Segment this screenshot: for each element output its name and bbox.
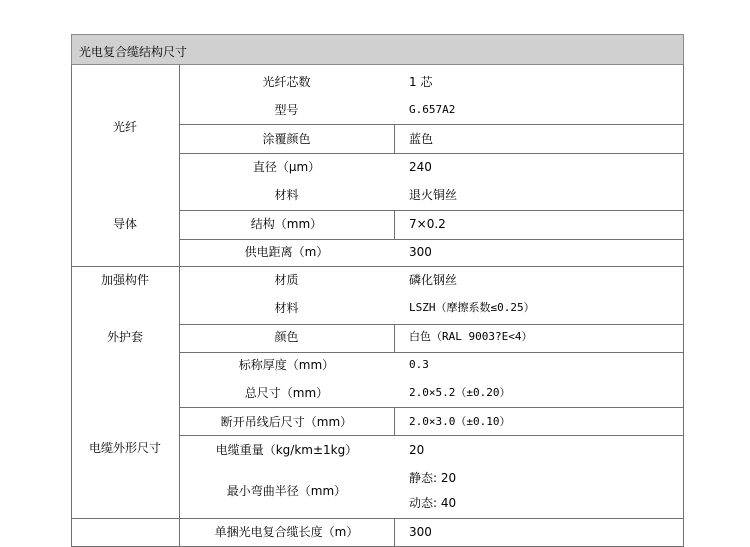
row-divider — [179, 407, 684, 408]
param-value: 2.0×5.2（±0.20） — [409, 386, 511, 399]
row-divider — [179, 210, 684, 211]
param-label: 总尺寸（mm） — [244, 386, 329, 400]
param-value: G.657A2 — [409, 103, 456, 116]
param-value: 1 芯 — [409, 75, 433, 89]
param-value: 白色（RAL 9003?E<4） — [409, 330, 533, 343]
param-value: 退火铜丝 — [409, 188, 458, 202]
param-value-dynamic: 动态: 40 — [409, 496, 457, 510]
row-divider — [179, 435, 684, 436]
param-value-static: 静态: 20 — [409, 471, 457, 485]
column-divider-2-a — [394, 125, 395, 153]
table-title-bar — [71, 34, 684, 65]
param-value: 蓝色 — [409, 132, 434, 146]
table-title: 光电复合缆结构尺寸 — [79, 45, 188, 59]
param-label: 结构（mm） — [250, 217, 323, 231]
param-label: 光纤芯数 — [262, 75, 311, 89]
param-value: 300 — [409, 525, 432, 539]
param-label: 电缆重量（kg/km±1kg） — [215, 443, 358, 457]
row-divider — [179, 352, 684, 353]
column-divider-2-e — [394, 518, 395, 547]
param-value: 7×0.2 — [409, 217, 446, 231]
param-value: 0.3 — [409, 358, 429, 371]
param-value: 磷化钢丝 — [409, 273, 458, 287]
param-label: 标称厚度（mm） — [238, 358, 335, 372]
param-value: 20 — [409, 443, 425, 457]
row-divider — [179, 124, 684, 125]
row-divider — [179, 153, 684, 154]
param-label: 断开吊线后尺寸（mm） — [220, 415, 353, 429]
column-divider-2-d — [394, 407, 395, 435]
group-divider — [71, 518, 684, 519]
right-border — [683, 65, 684, 547]
column-divider-2-c — [394, 324, 395, 352]
group-label-dimensions: 电缆外形尺寸 — [88, 441, 161, 455]
param-label: 单捆光电复合缆长度（m） — [214, 525, 359, 539]
param-label: 型号 — [274, 103, 299, 117]
param-label: 供电距离（m） — [244, 245, 329, 259]
cable-spec-table — [71, 34, 684, 547]
param-value: 300 — [409, 245, 432, 259]
group-label-conductor: 导体 — [112, 217, 137, 231]
column-divider-2-b — [394, 210, 395, 239]
row-divider — [179, 239, 684, 240]
param-label: 最小弯曲半径（mm） — [226, 484, 347, 498]
param-value: 2.0×3.0（±0.10） — [409, 415, 511, 428]
left-border — [71, 65, 72, 547]
param-label: 涂覆颜色 — [262, 132, 311, 146]
param-label: 颜色 — [274, 330, 299, 344]
param-value: LSZH（摩擦系数≤0.25） — [409, 301, 535, 314]
group-label-strength: 加强构件 — [100, 273, 149, 287]
param-label: 直径（μm） — [252, 160, 321, 174]
group-label-fiber: 光纤 — [112, 120, 137, 134]
param-value: 240 — [409, 160, 432, 174]
row-divider — [179, 324, 684, 325]
param-label: 材质 — [274, 273, 299, 287]
param-label: 材料 — [274, 301, 299, 315]
group-divider — [71, 266, 684, 267]
group-label-jacket: 外护套 — [106, 330, 143, 344]
param-label: 材料 — [274, 188, 299, 202]
